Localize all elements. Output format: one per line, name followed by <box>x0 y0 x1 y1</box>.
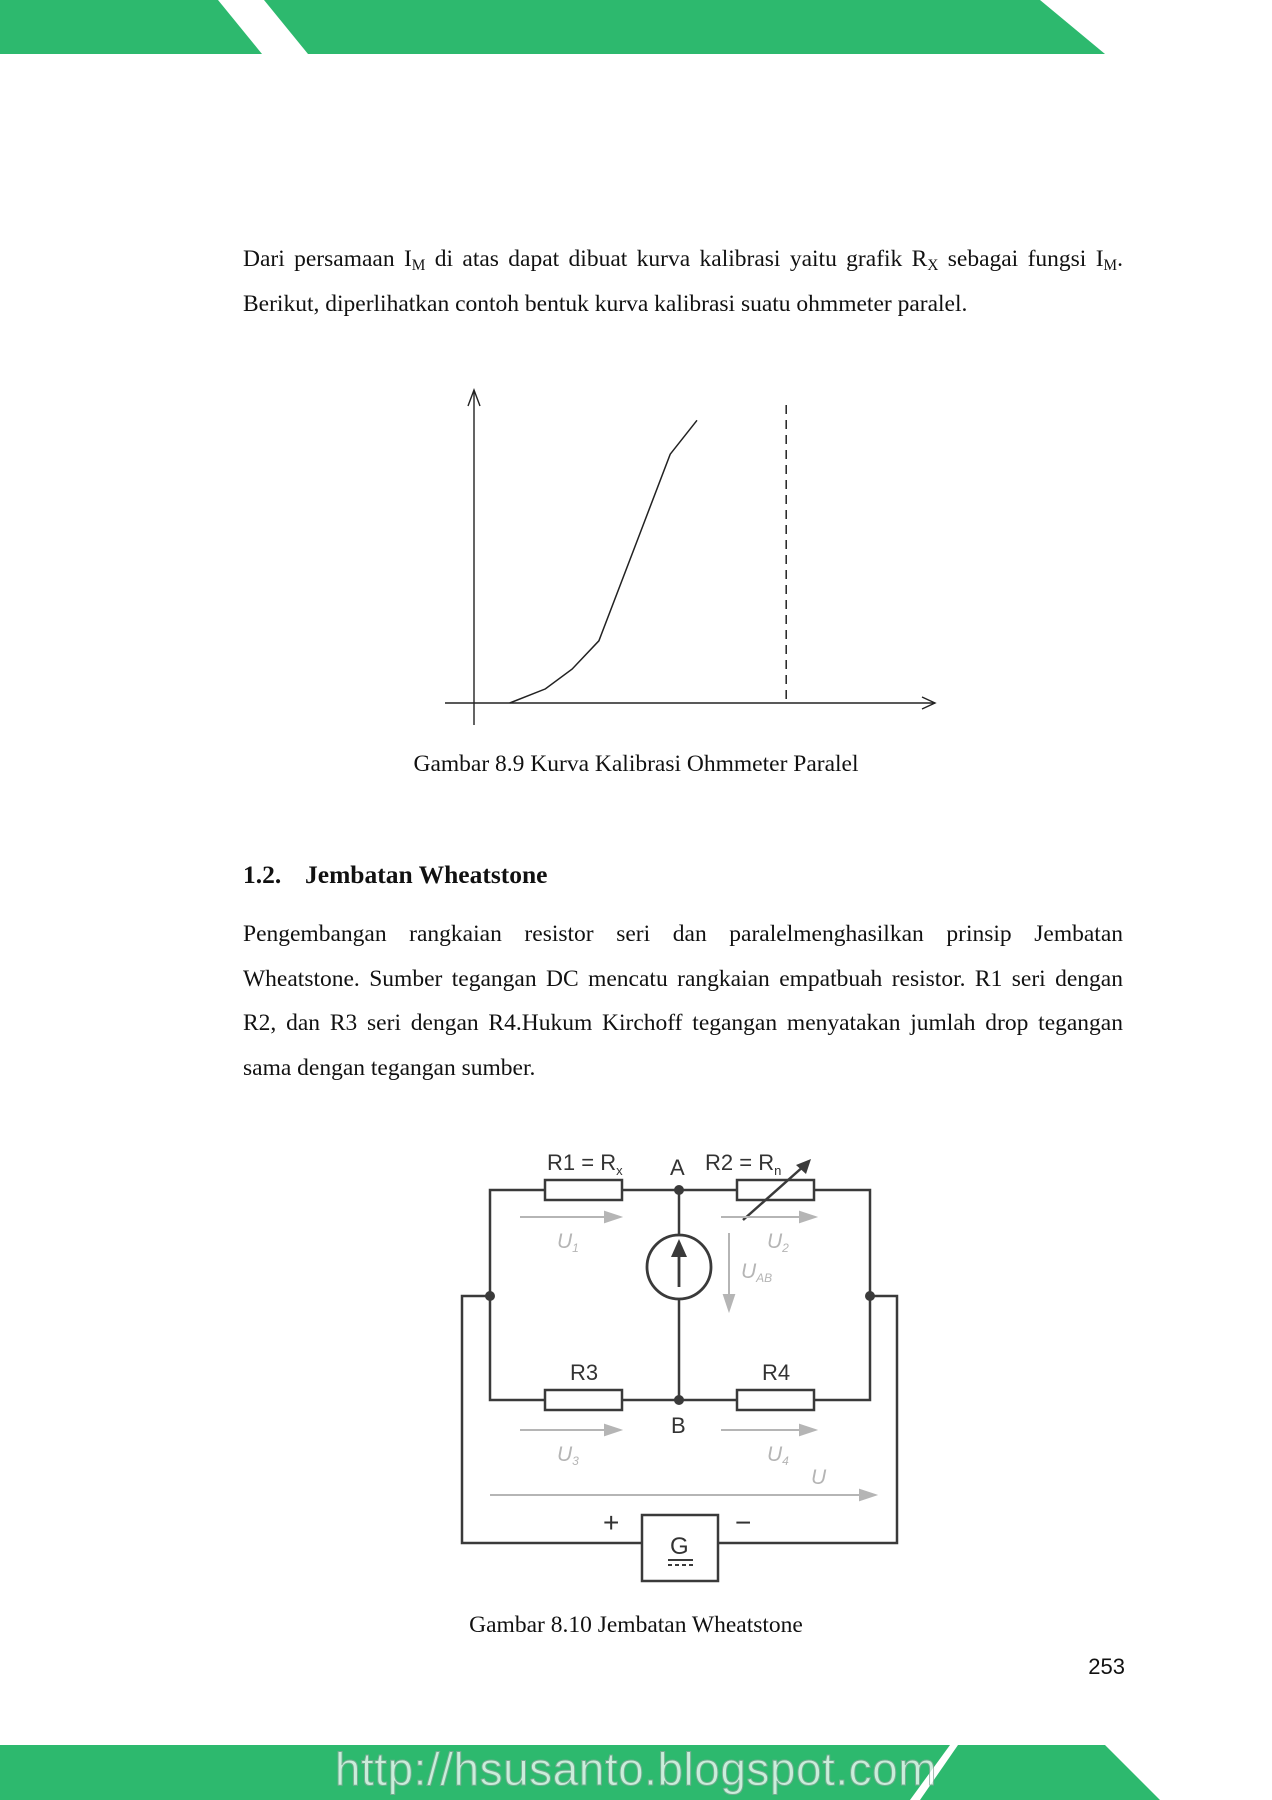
wire-top-right <box>814 1190 870 1296</box>
u2-arrowhead <box>800 1212 815 1222</box>
node-a-dot <box>674 1185 684 1195</box>
wheatstone-paragraph: Pengembangan rangkaian resistor seri dan paralelmenghasilkan prinsip Jembatan Wheatstone. Sumber tegangan DC mencatu rangkaian empatbuah resistor. R1 seri dengan R2, dan R3 seri dengan R4.Hukum Kirchoff tegangan menyatakan jumlah drop tegangan sama dengan tegangan sumber. <box>243 921 1123 1081</box>
wire-bottom-left <box>490 1296 545 1400</box>
node-b-dot <box>674 1395 684 1405</box>
node-left-dot <box>485 1291 495 1301</box>
u1-label: U1 <box>557 1230 579 1255</box>
section-number: 1.2. <box>243 860 282 889</box>
top-banner <box>0 0 1272 56</box>
uab-label: UAB <box>741 1260 773 1285</box>
resistor-r4 <box>737 1390 814 1410</box>
u3-arrowhead <box>605 1425 620 1435</box>
resistor-r1 <box>545 1180 622 1200</box>
u-arrowhead <box>860 1490 875 1500</box>
r1-label: $R1 = R_x$ <box>547 1150 623 1178</box>
section-heading <box>243 860 548 890</box>
node-right-dot <box>865 1291 875 1301</box>
figure-8-10-caption: Gambar 8.10 Jembatan Wheatstone <box>469 1612 803 1638</box>
u4-arrowhead <box>800 1425 815 1435</box>
r3-label: R3 <box>570 1360 599 1385</box>
wire-bottom-right <box>814 1296 870 1400</box>
wire-top-left <box>490 1190 545 1296</box>
plus-label: + <box>603 1507 620 1538</box>
calibration-curve-line <box>510 420 697 703</box>
uab-arrowhead <box>724 1295 734 1310</box>
page-number: 253 <box>1088 1654 1125 1679</box>
u-label: U <box>811 1466 827 1489</box>
u3-label: U3 <box>557 1443 579 1468</box>
node-a-label: A <box>670 1155 685 1180</box>
wheatstone-bridge-diagram <box>445 1135 915 1595</box>
footer-url[interactable]: http://hsusanto.blogspot.com <box>334 1743 938 1795</box>
resistor-r3 <box>545 1390 622 1410</box>
u1-arrowhead <box>605 1212 620 1222</box>
node-b-label: B <box>671 1413 686 1438</box>
intro-paragraph: Dari persamaan $I_M$ di atas dapat dibuat kurva kalibrasi yaitu grafik $R_X$ sebagai fungsi $I_M$. Berikut, diperlihatkan contoh bentuk kurva kalibrasi suatu ohmmeter paralel. <box>243 246 1123 317</box>
section-title: Jembatan Wheatstone <box>305 860 548 889</box>
r2-label: $R2 = R_n$ <box>705 1150 782 1178</box>
figure-8-9-caption: Gambar 8.9 Kurva Kalibrasi Ohmmeter Paralel <box>413 751 859 777</box>
calibration-curve-chart <box>430 380 950 730</box>
r4-label: R4 <box>762 1360 791 1385</box>
top-banner-main-stripe <box>264 0 1105 54</box>
top-banner-left-stripe <box>0 0 262 54</box>
minus-label: − <box>735 1507 752 1538</box>
u4-label: U4 <box>767 1443 789 1468</box>
u2-label: U2 <box>767 1230 789 1255</box>
source-label: G <box>670 1533 689 1560</box>
